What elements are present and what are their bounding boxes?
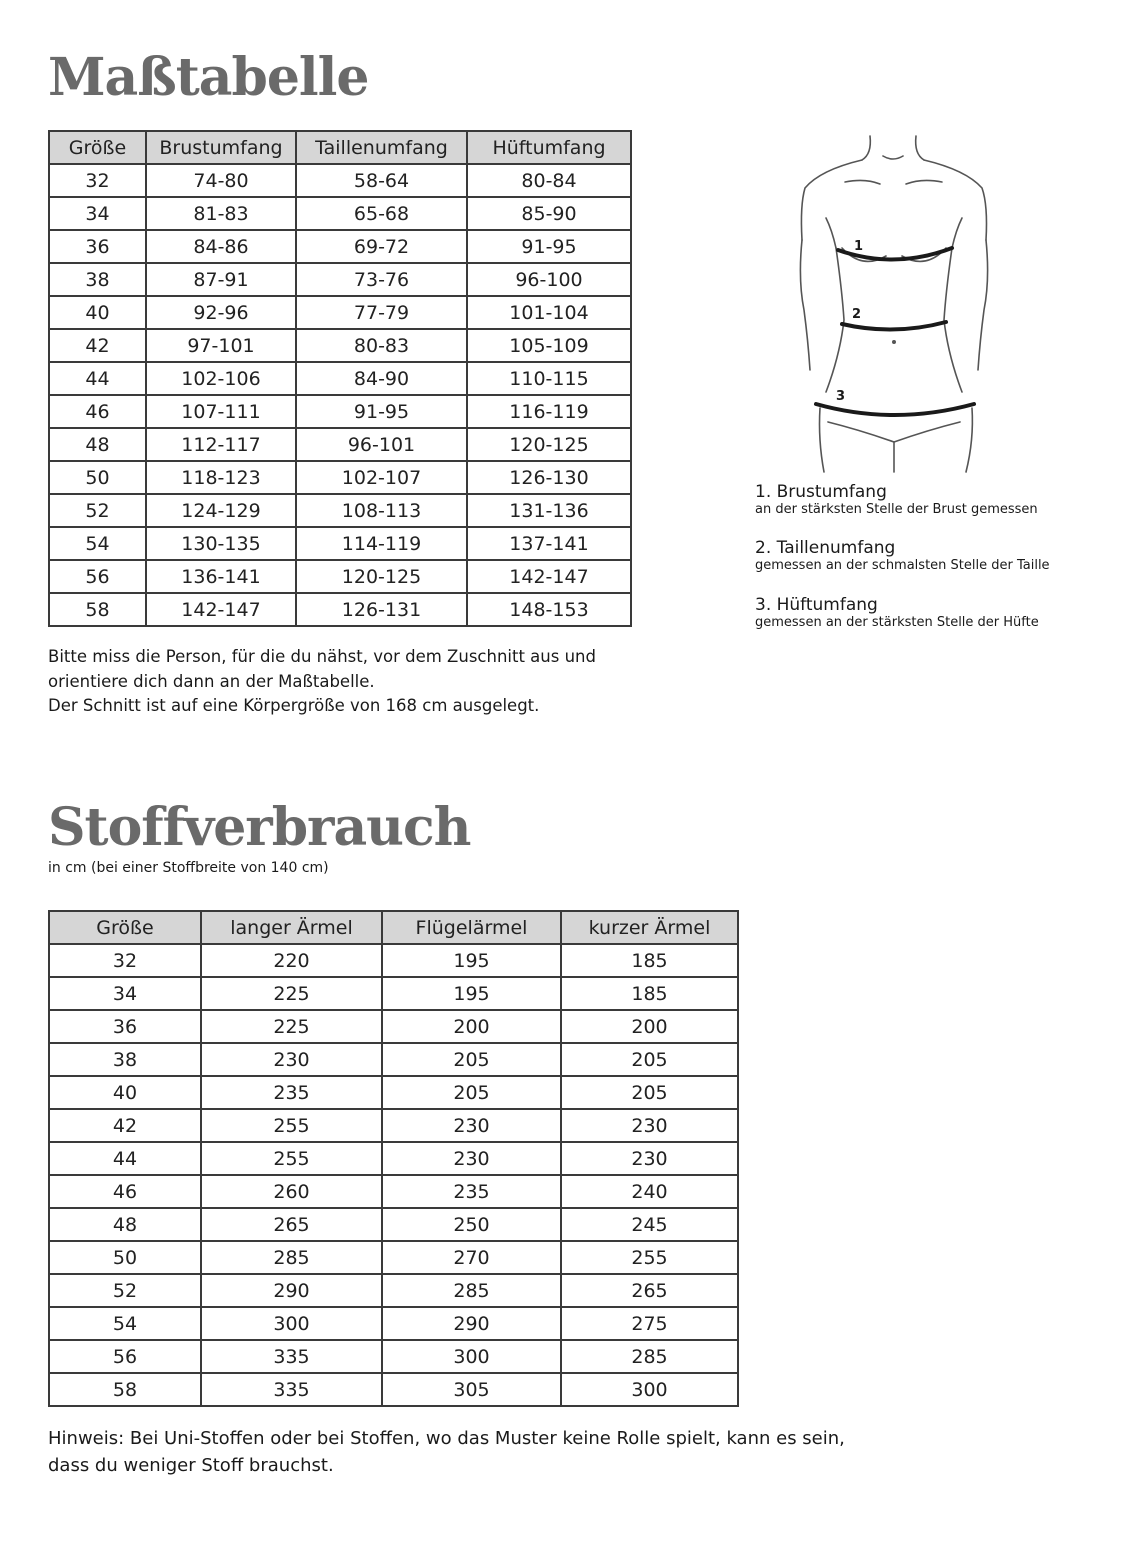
table-cell: 120-125 [467,428,631,461]
table-cell: 74-80 [146,164,296,197]
table-cell: 40 [49,296,146,329]
column-header: Größe [49,131,146,164]
table-cell: 108-113 [296,494,467,527]
table-cell: 91-95 [467,230,631,263]
table-cell: 255 [561,1241,738,1274]
table-cell: 42 [49,329,146,362]
table-cell: 56 [49,560,146,593]
table-row [49,1010,738,1043]
table-cell: 142-147 [146,593,296,626]
table-cell: 130-135 [146,527,296,560]
table-cell: 96-100 [467,263,631,296]
legend-item [755,595,1039,631]
legend-desc: gemessen an der stärksten Stelle der Hüfte [755,615,1039,630]
table-cell: 81-83 [146,197,296,230]
table-cell: 42 [49,1109,201,1142]
table-cell: 77-79 [296,296,467,329]
table-cell: 44 [49,362,146,395]
table-cell: 126-130 [467,461,631,494]
table-cell: 265 [201,1208,382,1241]
marker-2: 2 [852,307,862,322]
table-cell: 305 [382,1373,561,1406]
table-cell: 36 [49,1010,201,1043]
table-cell: 260 [201,1175,382,1208]
column-header: kurzer Ärmel [561,911,738,944]
table-cell: 48 [49,1208,201,1241]
column-header: Hüftumfang [467,131,631,164]
size-chart-body [49,164,631,626]
fabric-usage-subtitle: in cm (bei einer Stoffbreite von 140 cm) [48,860,329,876]
table-cell: 48 [49,428,146,461]
table-cell: 124-129 [146,494,296,527]
table-cell: 52 [49,494,146,527]
table-cell: 46 [49,1175,201,1208]
marker-3: 3 [836,389,846,404]
table-row [49,1109,738,1142]
table-cell: 116-119 [467,395,631,428]
fabric-usage-header [49,911,738,944]
table-row [49,494,631,527]
table-row [49,263,631,296]
table-cell: 107-111 [146,395,296,428]
table-cell: 185 [561,977,738,1010]
table-row [49,1274,738,1307]
table-cell: 290 [382,1307,561,1340]
table-cell: 285 [561,1340,738,1373]
table-cell: 205 [561,1076,738,1109]
table-row [49,1043,738,1076]
size-chart-title: Maßtabelle [48,47,369,108]
note-line: Der Schnitt ist auf eine Körpergröße von 168 cm ausgelegt. [48,696,540,715]
table-cell: 230 [382,1109,561,1142]
table-row [49,197,631,230]
table-cell: 73-76 [296,263,467,296]
table-row [49,1340,738,1373]
table-cell: 84-86 [146,230,296,263]
fabric-usage-table [48,910,739,1407]
table-cell: 36 [49,230,146,263]
table-cell: 80-83 [296,329,467,362]
table-cell: 114-119 [296,527,467,560]
size-chart-header [49,131,631,164]
table-cell: 92-96 [146,296,296,329]
table-row [49,329,631,362]
table-cell: 300 [382,1340,561,1373]
note-line: Bitte miss die Person, für die du nähst, vor dem Zuschnitt aus und [48,647,596,666]
fabric-note [48,1425,845,1479]
table-row [49,428,631,461]
table-row [49,461,631,494]
table-cell: 220 [201,944,382,977]
table-cell: 300 [561,1373,738,1406]
table-cell: 225 [201,1010,382,1043]
table-cell: 275 [561,1307,738,1340]
measure-note [48,645,596,719]
table-cell: 240 [561,1175,738,1208]
table-row [49,1373,738,1406]
table-cell: 50 [49,461,146,494]
table-cell: 131-136 [467,494,631,527]
fabric-usage-title: Stoffverbrauch [48,797,471,858]
table-cell: 46 [49,395,146,428]
table-cell: 230 [382,1142,561,1175]
table-cell: 265 [561,1274,738,1307]
table-cell: 65-68 [296,197,467,230]
legend-title: 2. Taillenumfang [755,538,896,558]
table-cell: 250 [382,1208,561,1241]
table-cell: 230 [561,1109,738,1142]
table-cell: 235 [201,1076,382,1109]
table-cell: 38 [49,1043,201,1076]
table-row [49,1142,738,1175]
table-row [49,593,631,626]
table-cell: 52 [49,1274,201,1307]
table-cell: 200 [561,1010,738,1043]
table-cell: 97-101 [146,329,296,362]
table-header-row [49,911,738,944]
table-cell: 32 [49,944,201,977]
table-row [49,1076,738,1109]
table-cell: 205 [561,1043,738,1076]
table-cell: 80-84 [467,164,631,197]
table-cell: 200 [382,1010,561,1043]
table-cell: 137-141 [467,527,631,560]
table-cell: 136-141 [146,560,296,593]
table-row [49,944,738,977]
table-cell: 34 [49,977,201,1010]
table-cell: 142-147 [467,560,631,593]
table-cell: 255 [201,1142,382,1175]
table-cell: 112-117 [146,428,296,461]
table-row [49,1241,738,1274]
table-cell: 38 [49,263,146,296]
table-row [49,977,738,1010]
table-cell: 54 [49,1307,201,1340]
table-cell: 335 [201,1373,382,1406]
table-cell: 230 [561,1142,738,1175]
note-line: dass du weniger Stoff brauchst. [48,1455,334,1476]
table-cell: 54 [49,527,146,560]
table-cell: 91-95 [296,395,467,428]
table-cell: 56 [49,1340,201,1373]
table-cell: 58-64 [296,164,467,197]
table-cell: 101-104 [467,296,631,329]
table-header-row [49,131,631,164]
table-row [49,395,631,428]
table-cell: 102-107 [296,461,467,494]
legend-item [755,482,1038,518]
table-row [49,527,631,560]
table-cell: 290 [201,1274,382,1307]
column-header: langer Ärmel [201,911,382,944]
table-cell: 148-153 [467,593,631,626]
table-row [49,560,631,593]
marker-1: 1 [854,239,864,254]
table-cell: 87-91 [146,263,296,296]
table-cell: 50 [49,1241,201,1274]
table-cell: 118-123 [146,461,296,494]
table-cell: 102-106 [146,362,296,395]
table-cell: 225 [201,977,382,1010]
table-cell: 69-72 [296,230,467,263]
column-header: Taillenumfang [296,131,467,164]
table-cell: 195 [382,977,561,1010]
table-cell: 285 [382,1274,561,1307]
table-cell: 120-125 [296,560,467,593]
table-cell: 230 [201,1043,382,1076]
column-header: Flügelärmel [382,911,561,944]
table-cell: 185 [561,944,738,977]
legend-item [755,538,1050,574]
table-cell: 195 [382,944,561,977]
table-cell: 335 [201,1340,382,1373]
table-row [49,164,631,197]
table-row [49,1307,738,1340]
table-row [49,362,631,395]
legend-desc: an der stärksten Stelle der Brust gemessen [755,502,1038,517]
body-measurement-figure [790,130,1000,475]
table-cell: 205 [382,1076,561,1109]
table-cell: 270 [382,1241,561,1274]
table-cell: 255 [201,1109,382,1142]
legend-title: 1. Brustumfang [755,482,887,502]
table-cell: 300 [201,1307,382,1340]
table-cell: 205 [382,1043,561,1076]
table-cell: 110-115 [467,362,631,395]
table-cell: 96-101 [296,428,467,461]
legend-title: 3. Hüftumfang [755,595,878,615]
table-cell: 84-90 [296,362,467,395]
column-header: Größe [49,911,201,944]
table-cell: 245 [561,1208,738,1241]
size-chart-table [48,130,632,627]
table-cell: 32 [49,164,146,197]
note-line: orientiere dich dann an der Maßtabelle. [48,671,375,691]
table-row [49,1175,738,1208]
table-cell: 40 [49,1076,201,1109]
table-cell: 34 [49,197,146,230]
table-cell: 85-90 [467,197,631,230]
table-cell: 126-131 [296,593,467,626]
legend-desc: gemessen an der schmalsten Stelle der Taille [755,558,1050,573]
note-line: Hinweis: Bei Uni-Stoffen oder bei Stoffen, wo das Muster keine Rolle spielt, kann es sein, [48,1428,845,1449]
table-cell: 235 [382,1175,561,1208]
table-cell: 58 [49,1373,201,1406]
table-row [49,296,631,329]
table-cell: 44 [49,1142,201,1175]
fabric-usage-body [49,944,738,1406]
table-cell: 105-109 [467,329,631,362]
table-cell: 285 [201,1241,382,1274]
table-row [49,230,631,263]
table-cell: 58 [49,593,146,626]
table-row [49,1208,738,1241]
column-header: Brustumfang [146,131,296,164]
